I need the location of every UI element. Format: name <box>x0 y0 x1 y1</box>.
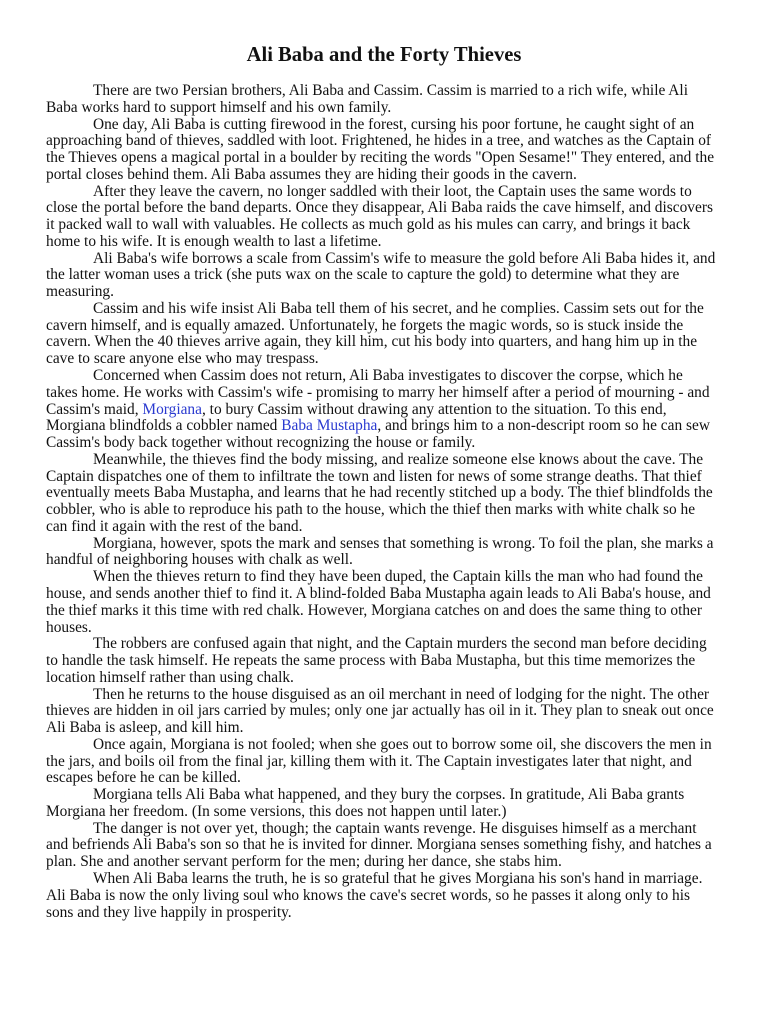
paragraph <box>46 569 736 636</box>
text-line: close the portal before the band departs. Once they disappear, Ali Baba raids the cave himself, and discovers <box>46 199 713 217</box>
text-line: Cassim's body back together without recognizing the house or family. <box>46 434 476 452</box>
paragraph <box>46 368 736 452</box>
text-line: to handle the task himself. He repeats the same process with Baba Mustapha, but this time memorizes the <box>46 652 696 670</box>
link-morgiana[interactable]: Morgiana <box>142 400 202 418</box>
text-line: houses. <box>46 618 92 636</box>
text-line: Cassim and his wife insist Ali Baba tell them of his secret, and he complies. Cassim sets out for the <box>93 299 704 317</box>
text-line: Ali Baba is now the only living soul who knows the cave's secret words, so he passes it along only to his <box>46 886 690 904</box>
paragraph <box>46 301 736 368</box>
text-line: Morgiana, however, spots the mark and senses that something is wrong. To foil the plan, she marks a <box>93 534 714 552</box>
paragraph <box>46 184 736 251</box>
text-line <box>46 402 736 419</box>
text-line: Concerned when Cassim does not return, Ali Baba investigates to discover the corpse, which he <box>93 367 683 385</box>
paragraph <box>46 821 736 871</box>
text-line: After they leave the cavern, no longer saddled with their loot, the Captain uses the same words to <box>93 182 692 200</box>
text-line: thieves are hidden in oil jars carried by mules; only one jar actually has oil in it. They plan to sneak out once <box>46 702 714 720</box>
text-line: the jars, and boils oil from the final jar, killing them with it. The Captain investigates later that night, and <box>46 752 692 770</box>
text-line: takes home. He works with Cassim's wife - promising to marry her himself after a period of mourning - and <box>46 383 710 401</box>
link-baba-mustapha[interactable]: Baba Mustapha <box>281 417 378 435</box>
text-line: Captain dispatches one of them to infiltrate the town and listen for news of some strange deaths. That thief <box>46 467 702 485</box>
text-line: the Thieves opens a magical portal in a boulder by reciting the words "Open Sesame!" They entered, and the <box>46 149 715 167</box>
document-body <box>46 83 736 921</box>
text-line: measuring. <box>46 283 114 301</box>
text-line: cobbler, who is able to reproduce his path to the house, which the thief then marks with white chalk so he <box>46 501 696 519</box>
paragraph <box>46 452 736 536</box>
text-line: handful of neighboring houses with chalk as well. <box>46 551 353 569</box>
text-segment: Morgiana blindfolds a cobbler named <box>46 417 282 435</box>
text-line: The robbers are confused again that night, and the Captain murders the second man before deciding <box>93 635 707 653</box>
text-line: Morgiana her freedom. (In some versions, this does not happen until later.) <box>46 802 507 820</box>
text-line: When the thieves return to find they have been duped, the Captain kills the man who had found the <box>93 568 703 586</box>
document-title: Ali Baba and the Forty Thieves <box>246 44 522 66</box>
text-line: can find it again with the rest of the band. <box>46 517 303 535</box>
text-line: portal closes behind them. Ali Baba assumes they are hiding their goods in the cavern. <box>46 165 577 183</box>
paragraph <box>46 737 736 787</box>
text-line: cavern himself, and is equally amazed. Unfortunately, he forgets the magic words, so is stuck inside the <box>46 316 684 334</box>
text-line: the latter woman uses a trick (she puts wax on the scale to capture the gold) to determine what they are <box>46 266 680 284</box>
text-line: Then he returns to the house disguised as an oil merchant in need of lodging for the night. The other <box>93 685 710 703</box>
text-line: There are two Persian brothers, Ali Baba and Cassim. Cassim is married to a rich wife, while Ali <box>93 82 688 99</box>
text-line: Ali Baba is asleep, and kill him. <box>46 719 244 737</box>
text-line: approaching band of thieves, saddled with loot. Frightened, he hides in a tree, and watches as the Captain of <box>46 132 712 150</box>
text-line: The danger is not over yet, though; the captain wants revenge. He disguises himself as a merchant <box>93 819 697 837</box>
text-line: Baba works hard to support himself and his own family. <box>46 98 392 116</box>
text-line: location himself rather than using chalk. <box>46 668 294 686</box>
paragraph <box>46 117 736 184</box>
text-line: it packed wall to wall with valuables. He collects as much gold as his mules can carry, and brings it back <box>46 216 691 234</box>
text-segment: Cassim's maid, <box>46 400 143 418</box>
text-line: Ali Baba's wife borrows a scale from Cassim's wife to measure the gold before Ali Baba hides it, and <box>93 249 716 267</box>
text-line: cavern. When the 40 thieves arrive again, they kill him, cut his body into quarters, and hang him up in the <box>46 333 698 351</box>
text-line: the thief marks it this time with red chalk. However, Morgiana catches on and does the same thing to other <box>46 601 703 619</box>
paragraph <box>46 251 736 301</box>
text-line: One day, Ali Baba is cutting firewood in the forest, cursing his poor fortune, he caught sight of an <box>93 115 695 133</box>
text-line: home to his wife. It is enough wealth to last a lifetime. <box>46 232 382 250</box>
paragraph <box>46 636 736 686</box>
text-line: sons and they live happily in prosperity. <box>46 903 292 921</box>
text-segment: , to bury Cassim without drawing any attention to the situation. To this end, <box>201 400 667 418</box>
text-line: Meanwhile, the thieves find the body missing, and realize someone else knows about the cave. The <box>93 450 704 468</box>
text-line: escapes before he can be killed. <box>46 769 241 787</box>
text-line: Morgiana tells Ali Baba what happened, and they bury the corpses. In gratitude, Ali Baba grants <box>93 786 685 804</box>
text-line: plan. She and another servant perform for the men; during her dance, she stabs him. <box>46 853 562 871</box>
paragraph <box>46 536 736 570</box>
text-line: eventually meets Baba Mustapha, and learns that he had recently stitched up a body. The thief blindfolds the <box>46 484 713 502</box>
text-line: When Ali Baba learns the truth, he is so grateful that he gives Morgiana his son's hand in marriage. <box>93 869 703 887</box>
paragraph <box>46 687 736 737</box>
paragraph <box>46 83 736 117</box>
text-line: and befriends Ali Baba's son so that he is invited for dinner. Morgiana senses something fishy, and hatches a <box>46 836 712 854</box>
text-line: cave to scare anyone else who may trespass. <box>46 350 319 368</box>
text-line: Once again, Morgiana is not fooled; when she goes out to borrow some oil, she discovers the men in <box>93 735 712 753</box>
paragraph <box>46 787 736 821</box>
text-line: house, and sends another thief to find it. A blind-folded Baba Mustapha again leads to Ali Baba's house, and <box>46 584 711 602</box>
paragraph <box>46 871 736 921</box>
text-segment: , and brings him to a non-descript room so he can sew <box>377 417 710 435</box>
text-line <box>46 418 736 435</box>
